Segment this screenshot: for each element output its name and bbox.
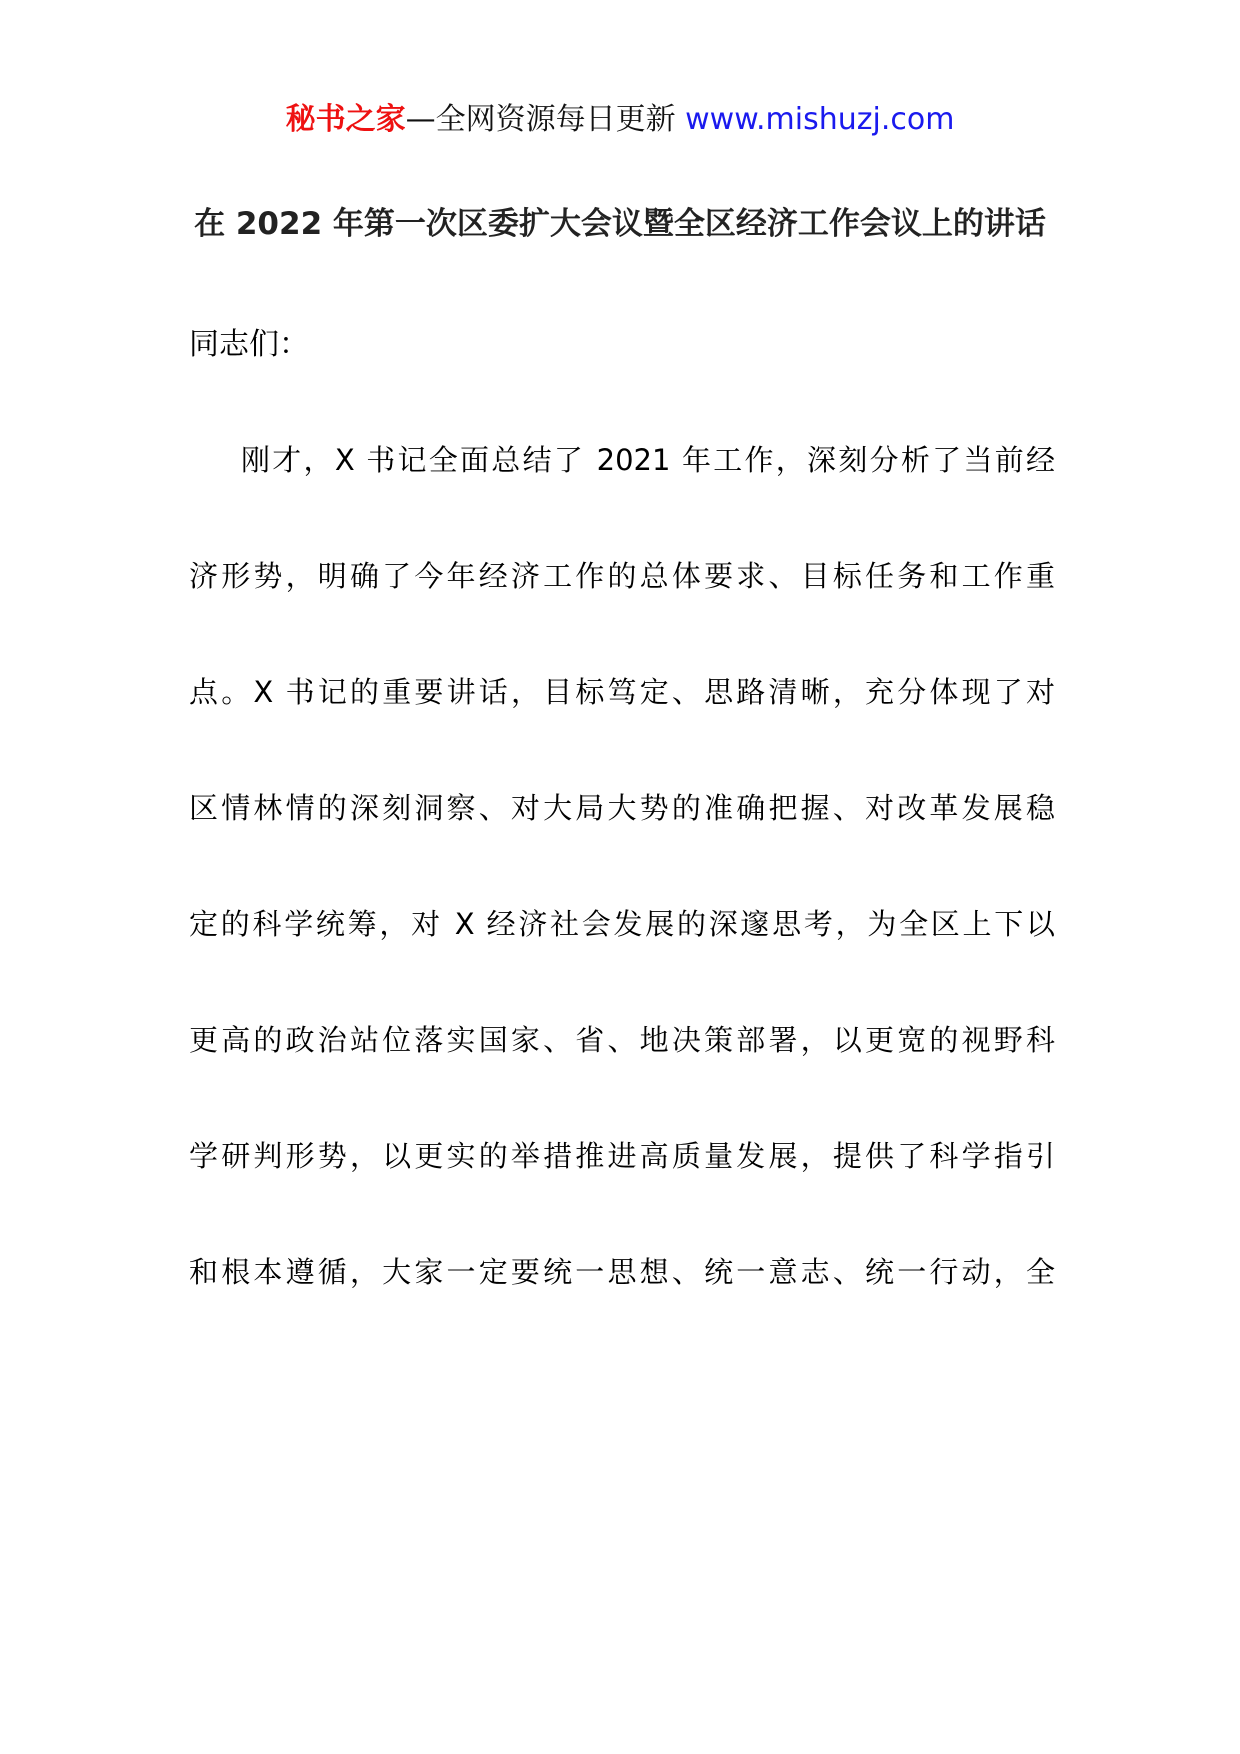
site-header <box>0 100 1240 140</box>
body-line: 济形势，明确了今年经济工作的总体要求、目标任务和工作重 <box>189 559 1055 593</box>
brand-name: 秘书之家 <box>285 102 406 137</box>
body-line: 学研判形势，以更实的举措推进高质量发展，提供了科学指引 <box>189 1139 1055 1173</box>
salutation: 同志们： <box>189 327 309 362</box>
body-line: 区情林情的深刻洞察、对大局大势的准确把握、对改革发展稳 <box>189 791 1055 825</box>
header-slogan: —全网资源每日更新 <box>405 102 676 137</box>
site-url-link[interactable]: www.mishuzj.com <box>685 102 955 137</box>
body-line: 点。X 书记的重要讲话，目标笃定、思路清晰，充分体现了对 <box>189 675 1055 709</box>
document-title: 在 2022 年第一次区委扩大会议暨全区经济工作会议上的讲话 <box>194 206 1046 242</box>
body-line: 和根本遵循，大家一定要统一思想、统一意志、统一行动，全 <box>189 1255 1055 1289</box>
body-line: 更高的政治站位落实国家、省、地决策部署，以更宽的视野科 <box>189 1023 1055 1057</box>
body-line: 定的科学统筹，对 X 经济社会发展的深邃思考，为全区上下以 <box>189 907 1055 941</box>
body-line: 刚才，X 书记全面总结了 2021 年工作，深刻分析了当前经 <box>241 443 1055 477</box>
